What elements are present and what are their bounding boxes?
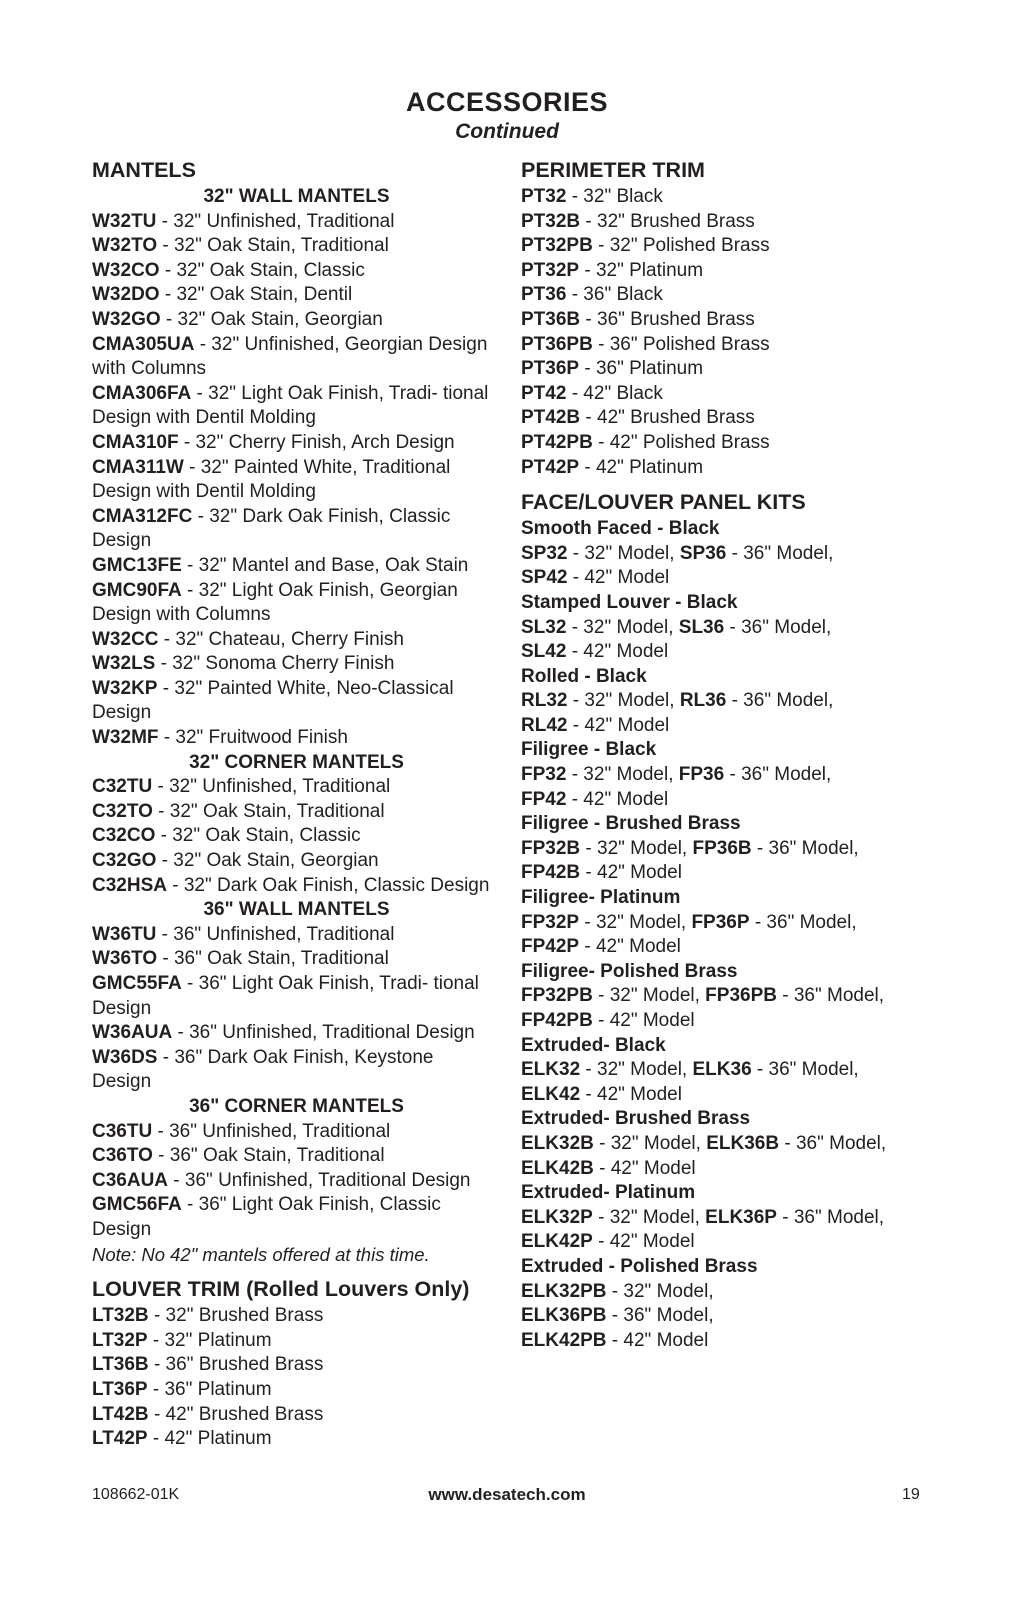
part-description: - 36" Black: [566, 284, 663, 306]
part-code: W32LS: [92, 653, 156, 675]
part-description: - 32" Mantel and Base, Oak Stain: [181, 554, 469, 576]
part-code: CMA306FA: [92, 382, 192, 404]
panel-kit-line: [521, 911, 931, 936]
part-item: [92, 1046, 497, 1095]
panel-kit-line: [521, 689, 931, 714]
part-code: W32MF: [92, 727, 159, 749]
part-code: ELK42PB: [521, 1329, 607, 1351]
part-code: PT42PB: [521, 431, 593, 453]
part-description: - 42" Model: [593, 1157, 696, 1179]
part-code: ELK36: [692, 1059, 752, 1081]
part-item: [92, 234, 497, 259]
part-code: FP42P: [521, 936, 580, 958]
part-code: SP42: [521, 567, 568, 589]
part-code: FP36B: [692, 837, 752, 859]
part-code: W36TU: [92, 923, 157, 945]
part-code: SL42: [521, 641, 567, 663]
part-item: [92, 1403, 497, 1428]
part-code: ELK42B: [521, 1157, 594, 1179]
part-code: LT36B: [92, 1354, 149, 1376]
panel-kit-group-label: Extruded- Platinum: [521, 1182, 696, 1204]
part-item: [521, 456, 931, 481]
part-code: C36TO: [92, 1145, 153, 1167]
part-item: [521, 185, 931, 210]
part-code: W36DS: [92, 1046, 158, 1068]
part-description: - 32" Chateau, Cherry Finish: [158, 628, 404, 650]
panel-kit-line: [521, 1280, 931, 1305]
part-description: - 32" Model,: [592, 1206, 706, 1228]
part-description: - 36" Polished Brass: [592, 333, 770, 355]
part-description: - 42" Platinum: [579, 456, 704, 478]
panel-kit-line: [521, 640, 931, 665]
louver-trim-heading: LOUVER TRIM (Rolled Louvers Only): [92, 1277, 470, 1302]
part-description: - 42" Model: [580, 862, 682, 884]
part-description: - 36" Model,: [751, 837, 859, 859]
panel-kit-line: [521, 861, 931, 886]
mantel-groups: [92, 185, 497, 1243]
mantel-subheading: 32" CORNER MANTELS: [189, 751, 404, 773]
part-description: - 32" Oak Stain, Georgian: [156, 850, 379, 872]
part-code: PT42: [521, 382, 567, 404]
part-description: - 42" Brushed Brass: [148, 1403, 324, 1425]
mantels-heading: MANTELS: [92, 158, 196, 182]
page-number: 19: [902, 1486, 920, 1503]
part-code: LT42P: [92, 1428, 148, 1450]
part-description: - 32" Oak Stain, Traditional: [152, 800, 385, 822]
part-item: [92, 1427, 497, 1452]
part-item: [92, 775, 497, 800]
panel-kit-line: [521, 1157, 931, 1182]
panel-kit-line: [521, 837, 931, 862]
part-description: - 32" Oak Stain, Georgian: [160, 308, 383, 330]
part-code: PT32: [521, 186, 567, 207]
part-item: [521, 382, 931, 407]
part-code: FP32: [521, 764, 567, 786]
part-description: - 42" Model: [580, 1083, 682, 1105]
part-description: - 32" Platinum: [579, 259, 704, 281]
part-code: FP36PB: [705, 985, 777, 1007]
part-code: LT32B: [92, 1305, 149, 1327]
part-description: - 32" Cherry Finish, Arch Design: [178, 431, 455, 453]
part-item: [92, 1353, 497, 1378]
part-description: - 36" Model,: [606, 1305, 714, 1327]
left-column: [92, 155, 497, 1452]
part-item: [92, 1144, 497, 1169]
part-description: - 42" Brushed Brass: [580, 407, 755, 429]
part-description: - 32" Model,: [606, 1280, 714, 1302]
part-item: [92, 283, 497, 308]
part-description: - 36" Model,: [776, 1206, 885, 1228]
part-description: - 32" Brushed Brass: [148, 1305, 324, 1327]
panel-kit-line: [521, 984, 931, 1009]
part-item: [92, 456, 497, 505]
panel-kit-line: [521, 1058, 931, 1083]
part-description: - 32" Platinum: [147, 1329, 272, 1351]
part-description: - 36" Oak Stain, Traditional: [157, 948, 389, 970]
part-item: [92, 972, 497, 1021]
part-item: [92, 923, 497, 948]
part-description: - 36" Oak Stain, Traditional: [152, 1145, 385, 1167]
part-item: [521, 259, 931, 284]
part-item: [521, 333, 931, 358]
part-description: - 32" Dark Oak Finish, Classic Design: [92, 505, 451, 552]
part-description: - 32" Light Oak Finish, Georgian Design with Columns: [92, 579, 458, 626]
part-item: [92, 431, 497, 456]
part-item: [92, 726, 497, 751]
panel-kit-group-label: Filigree- Platinum: [521, 887, 681, 909]
part-code: PT32P: [521, 259, 580, 281]
part-code: W32GO: [92, 308, 161, 330]
perimeter-trim-list: [521, 185, 931, 480]
part-code: PT36P: [521, 358, 580, 380]
panel-kits-list: [521, 517, 931, 1353]
part-code: W32TO: [92, 235, 158, 257]
part-item: [92, 1304, 497, 1329]
panel-kit-group-label: Extruded- Black: [521, 1034, 666, 1056]
part-description: - 36" Unfinished, Traditional Design: [168, 1169, 471, 1191]
panel-kit-line: [521, 542, 931, 567]
part-description: - 42" Model: [592, 1231, 695, 1253]
panel-kit-group-label: Extruded - Polished Brass: [521, 1255, 758, 1277]
part-code: C36TU: [92, 1120, 153, 1142]
part-description: - 32" Polished Brass: [592, 235, 770, 257]
part-code: FP42PB: [521, 1010, 593, 1031]
part-description: - 32" Fruitwood Finish: [158, 727, 348, 749]
page-subtitle: Continued: [455, 120, 559, 143]
panel-kit-group-label: Stamped Louver - Black: [521, 591, 738, 613]
part-description: - 36" Platinum: [147, 1378, 272, 1400]
part-code: W32DO: [92, 284, 160, 306]
part-code: CMA312FC: [92, 505, 193, 527]
part-code: RL42: [521, 714, 568, 736]
part-code: CMA311W: [92, 456, 184, 478]
part-code: PT42P: [521, 456, 580, 478]
panel-kit-line: [521, 566, 931, 591]
part-description: - 32" Unfinished, Traditional: [156, 210, 395, 232]
panel-kit-line: [521, 1083, 931, 1108]
panel-kit-line: [521, 1132, 931, 1157]
part-description: - 32" Model,: [567, 542, 680, 564]
part-item: [92, 947, 497, 972]
part-code: FP32B: [521, 837, 581, 859]
part-code: W32CC: [92, 628, 159, 650]
part-code: LT32P: [92, 1329, 148, 1351]
part-code: RL32: [521, 690, 568, 712]
part-code: GMC56FA: [92, 1194, 182, 1216]
part-description: - 36" Model,: [726, 542, 834, 564]
website-link[interactable]: www.desatech.com: [428, 1485, 586, 1504]
part-item: [92, 824, 497, 849]
part-code: W36AUA: [92, 1022, 173, 1044]
part-description: - 42" Model: [566, 641, 669, 663]
part-description: - 36" Unfinished, Traditional Design: [172, 1022, 475, 1044]
part-item: [92, 677, 497, 726]
document-number: 108662-01K: [92, 1486, 180, 1503]
mantel-subheading: 36" CORNER MANTELS: [189, 1095, 404, 1117]
panel-kit-group-label: Filigree - Black: [521, 739, 657, 761]
part-code: C32TU: [92, 776, 153, 798]
panel-kit-line: [521, 714, 931, 739]
part-code: ELK32PB: [521, 1280, 607, 1302]
panel-kit-group-label: Filigree- Polished Brass: [521, 960, 738, 982]
part-description: - 42" Polished Brass: [592, 431, 770, 453]
panel-kit-line: [521, 1304, 931, 1329]
part-description: - 36" Brushed Brass: [580, 308, 755, 330]
mantel-subheading: 36" WALL MANTELS: [203, 899, 390, 921]
part-code: PT32PB: [521, 235, 593, 257]
part-code: RL36: [679, 690, 727, 712]
part-description: - 42" Black: [566, 382, 663, 404]
part-description: - 32" Oak Stain, Classic: [159, 259, 365, 281]
part-description: - 42" Model: [592, 1010, 695, 1031]
part-description: - 36" Platinum: [579, 358, 704, 380]
part-code: SP36: [679, 542, 727, 564]
mantel-subheading: 32" WALL MANTELS: [203, 186, 390, 207]
part-code: CMA310F: [92, 431, 179, 453]
part-description: - 36" Model,: [776, 985, 885, 1007]
panel-kit-line: [521, 1329, 931, 1354]
part-code: PT36: [521, 284, 567, 306]
part-code: ELK42P: [521, 1231, 593, 1253]
panel-kit-group-label: Filigree - Brushed Brass: [521, 813, 741, 835]
part-description: - 42" Model: [566, 788, 669, 810]
part-description: - 42" Model: [567, 714, 670, 736]
part-description: - 32" Painted White, Traditional Design with Dentil Molding: [92, 456, 451, 503]
part-code: SL32: [521, 616, 567, 638]
part-code: ELK32P: [521, 1206, 593, 1228]
part-item: [92, 628, 497, 653]
part-description: - 32" Model,: [580, 1059, 693, 1081]
part-code: W36TO: [92, 948, 158, 970]
part-description: - 32" Dark Oak Finish, Classic Design: [166, 874, 490, 896]
part-code: ELK36PB: [521, 1305, 607, 1327]
part-code: C32GO: [92, 850, 157, 872]
part-description: - 42" Platinum: [147, 1428, 272, 1450]
panel-kit-line: [521, 935, 931, 960]
part-code: GMC90FA: [92, 579, 182, 601]
part-item: [521, 283, 931, 308]
part-item: [92, 210, 497, 235]
part-code: ELK36P: [705, 1206, 777, 1228]
panel-kit-group-label: Smooth Faced - Black: [521, 518, 720, 540]
part-description: - 36" Dark Oak Finish, Keystone Design: [92, 1046, 434, 1093]
part-description: - 32" Model,: [579, 911, 692, 933]
part-item: [521, 210, 931, 235]
part-description: - 42" Model: [606, 1329, 709, 1351]
part-description: - 36" Model,: [724, 764, 832, 786]
part-description: - 36" Model,: [726, 690, 834, 712]
part-code: C32HSA: [92, 874, 167, 896]
louver-trim-list: [92, 1304, 497, 1452]
part-code: LT36P: [92, 1378, 148, 1400]
part-code: ELK36B: [706, 1132, 780, 1154]
panel-kit-line: [521, 763, 931, 788]
part-description: - 32" Model,: [567, 690, 680, 712]
part-item: [92, 1329, 497, 1354]
part-description: - 32" Unfinished, Georgian Design with Columns: [92, 333, 488, 380]
part-description: - 36" Brushed Brass: [148, 1354, 324, 1376]
part-item: [521, 357, 931, 382]
part-description: - 32" Unfinished, Traditional: [152, 776, 391, 798]
part-code: PT36B: [521, 308, 581, 330]
part-item: [92, 333, 497, 382]
part-description: - 32" Model,: [566, 764, 679, 786]
part-code: PT42B: [521, 407, 581, 429]
part-description: - 36" Unfinished, Traditional: [152, 1120, 391, 1142]
panel-kits-heading: FACE/LOUVER PANEL KITS: [521, 490, 806, 515]
part-code: GMC55FA: [92, 973, 182, 994]
part-description: - 32" Black: [566, 186, 663, 207]
part-item: [92, 505, 497, 554]
part-code: C32TO: [92, 800, 153, 822]
part-code: FP32P: [521, 911, 580, 933]
part-code: C32CO: [92, 825, 156, 847]
part-description: - 32" Oak Stain, Classic: [155, 825, 361, 847]
part-item: [92, 849, 497, 874]
perimeter-trim-heading: PERIMETER TRIM: [521, 158, 705, 182]
mantels-note: Note: No 42" mantels offered at this time.: [92, 1243, 430, 1265]
part-code: FP36: [678, 764, 725, 786]
part-code: GMC13FE: [92, 554, 182, 576]
part-code: LT42B: [92, 1403, 149, 1425]
part-item: [92, 308, 497, 333]
part-item: [92, 1193, 497, 1242]
part-description: - 36" Unfinished, Traditional: [156, 923, 395, 945]
part-item: [92, 579, 497, 628]
part-item: [92, 1378, 497, 1403]
part-description: - 32" Model,: [566, 616, 679, 638]
part-item: [521, 431, 931, 456]
part-description: - 32" Model,: [592, 985, 706, 1007]
part-item: [521, 308, 931, 333]
panel-kit-group-label: Rolled - Black: [521, 665, 647, 687]
part-description: - 32" Model,: [580, 837, 693, 859]
part-code: FP36P: [691, 911, 750, 933]
part-code: C36AUA: [92, 1169, 169, 1191]
part-item: [92, 259, 497, 284]
part-item: [92, 800, 497, 825]
panel-kit-line: [521, 1230, 931, 1255]
panel-kit-line: [521, 1009, 931, 1034]
part-code: ELK32: [521, 1059, 581, 1081]
part-item: [92, 554, 497, 579]
part-code: ELK42: [521, 1083, 581, 1105]
part-code: CMA305UA: [92, 333, 195, 355]
part-code: SL36: [678, 616, 725, 638]
part-description: - 36" Model,: [751, 1059, 859, 1081]
part-code: PT36PB: [521, 333, 593, 355]
part-item: [521, 406, 931, 431]
part-description: - 32" Sonoma Cherry Finish: [155, 653, 395, 675]
part-description: - 32" Brushed Brass: [580, 210, 755, 232]
part-code: W32TU: [92, 210, 157, 232]
part-item: [92, 1120, 497, 1145]
part-code: W32CO: [92, 259, 160, 281]
part-code: SP32: [521, 542, 568, 564]
part-description: - 32" Model,: [593, 1132, 707, 1154]
page-title: ACCESSORIES: [405, 87, 609, 117]
part-code: W32KP: [92, 677, 158, 699]
part-code: FP32PB: [521, 985, 593, 1007]
panel-kit-line: [521, 616, 931, 641]
part-code: FP42: [521, 788, 567, 810]
part-description: - 36" Model,: [749, 911, 857, 933]
panel-kit-group-label: Extruded- Brushed Brass: [521, 1108, 751, 1130]
part-item: [92, 382, 497, 431]
panel-kit-line: [521, 788, 931, 813]
part-item: [92, 1021, 497, 1046]
part-description: - 32" Painted White, Neo-Classical Design: [92, 677, 454, 724]
part-item: [92, 652, 497, 677]
part-item: [521, 234, 931, 259]
part-description: - 32" Oak Stain, Dentil: [159, 284, 353, 306]
part-item: [92, 1169, 497, 1194]
panel-kit-line: [521, 1206, 931, 1231]
right-column: [521, 155, 931, 1353]
part-code: FP42B: [521, 862, 581, 884]
part-description: - 42" Model: [579, 936, 681, 958]
part-code: PT32B: [521, 210, 581, 232]
part-description: - 32" Oak Stain, Traditional: [157, 235, 389, 257]
part-description: - 42" Model: [567, 567, 670, 589]
part-code: ELK32B: [521, 1132, 594, 1154]
part-description: - 36" Model,: [779, 1132, 887, 1154]
part-description: - 36" Light Oak Finish, Tradi- tional Design: [92, 973, 479, 1019]
part-description: - 36" Model,: [724, 616, 832, 638]
part-description: - 32" Light Oak Finish, Tradi- tional Design with Dentil Molding: [92, 382, 489, 429]
part-item: [92, 874, 497, 899]
part-description: - 36" Light Oak Finish, Classic Design: [92, 1194, 441, 1240]
